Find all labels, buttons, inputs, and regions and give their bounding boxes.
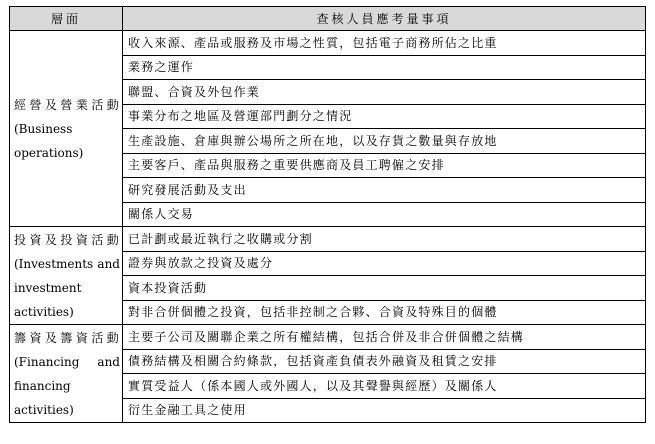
consideration-item: 對非合併個體之投資，包括非控制之合夥、合資及特殊目的個體	[123, 300, 646, 325]
audit-considerations-document	[9, 6, 645, 423]
category-label-zh: 經營及營業活動	[14, 97, 120, 112]
consideration-item: 關係人交易	[123, 202, 646, 227]
category-label-en: (Investments and investment activities)	[14, 256, 120, 319]
consideration-item: 生產設施、倉庫與辦公場所之所在地，以及存貨之數量與存放地	[123, 129, 646, 154]
consideration-item: 證券與放款之投資及處分	[123, 251, 646, 276]
header-row	[10, 7, 646, 31]
category-label-en: (Business operations)	[14, 121, 84, 160]
consideration-item: 衍生金融工具之使用	[123, 398, 646, 423]
header-dimension: 層面	[10, 7, 123, 31]
consideration-item: 主要子公司及關聯企業之所有權結構，包括合併及非合併個體之結構	[123, 325, 646, 350]
consideration-item: 已計劃或最近執行之收購或分割	[123, 227, 646, 252]
category-label-zh: 投資及投資活動	[14, 232, 120, 247]
consideration-item: 研究發展活動及支出	[123, 178, 646, 203]
group-business-operations	[10, 31, 646, 227]
table-row	[10, 325, 646, 350]
header-auditor-considerations: 查核人員應考量事項	[123, 7, 646, 31]
category-cell	[10, 325, 123, 423]
table-row	[10, 31, 646, 56]
table-row	[10, 227, 646, 252]
group-financing	[10, 325, 646, 423]
consideration-item: 實質受益人（係本國人或外國人，以及其聲譽與經歷）及關係人	[123, 374, 646, 399]
consideration-item: 債務結構及相關合約條款，包括資產負債表外融資及租賃之安排	[123, 349, 646, 374]
consideration-item: 事業分布之地區及營運部門劃分之情況	[123, 104, 646, 129]
category-label-zh: 籌資及籌資活動	[14, 330, 120, 345]
category-cell	[10, 227, 123, 325]
category-cell	[10, 31, 123, 227]
consideration-item: 主要客戶、產品與服務之重要供應商及員工聘僱之安排	[123, 153, 646, 178]
consideration-item: 收入來源、產品或服務及市場之性質，包括電子商務所佔之比重	[123, 31, 646, 56]
consideration-item: 業務之運作	[123, 55, 646, 80]
consideration-item: 資本投資活動	[123, 276, 646, 301]
consideration-item: 聯盟、合資及外包作業	[123, 80, 646, 105]
category-label-en: (Financing and financing activities)	[14, 354, 120, 417]
group-investments	[10, 227, 646, 325]
audit-considerations-table	[9, 6, 646, 423]
